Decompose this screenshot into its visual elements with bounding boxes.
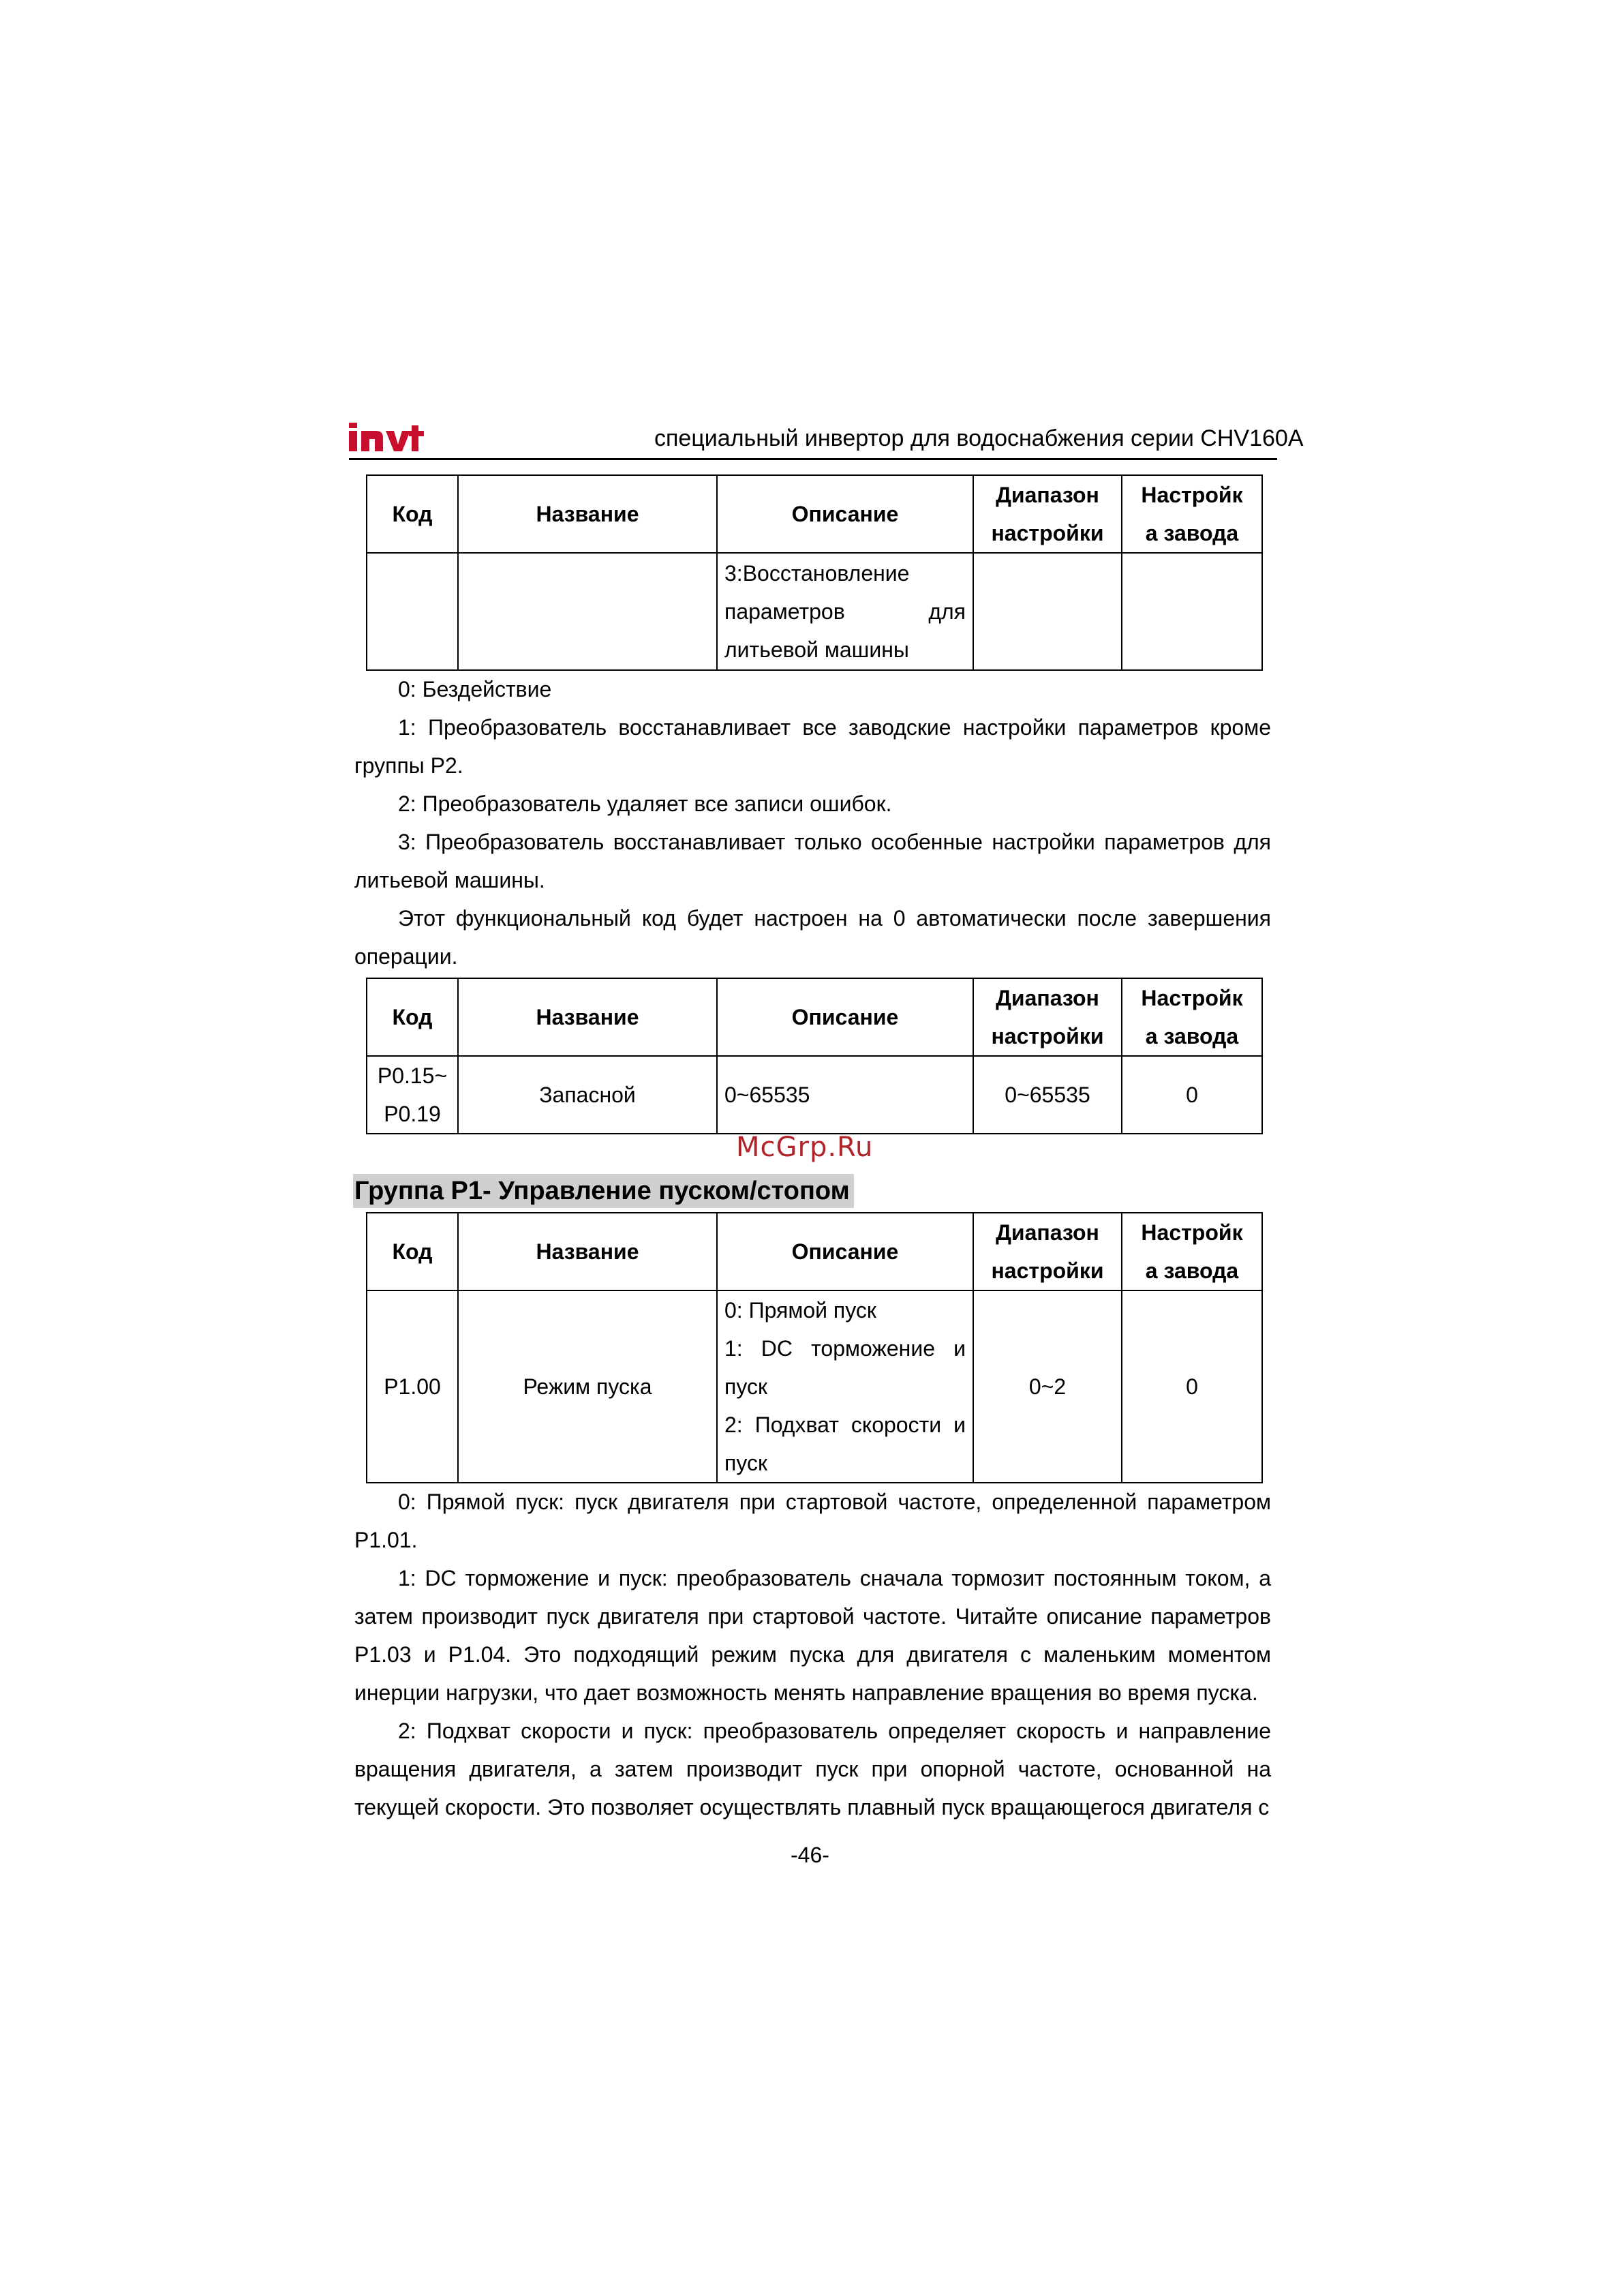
header-name: Название: [458, 475, 717, 553]
header-description: Описание: [717, 1213, 973, 1290]
watermark: McGrp.Ru: [736, 1132, 874, 1163]
header-factory: Настройк а завода: [1122, 978, 1262, 1056]
header-rule: [349, 458, 1277, 460]
cell-code: [367, 553, 458, 670]
header-description: Описание: [717, 978, 973, 1056]
header-name: Название: [458, 978, 717, 1056]
header-code: Код: [367, 475, 458, 553]
header-name: Название: [458, 1213, 717, 1290]
cell-code: P1.00: [367, 1290, 458, 1483]
header-code: Код: [367, 1213, 458, 1290]
body-text-2: [354, 1483, 1271, 1826]
paragraph: 2: Подхват скорости и пуск: преобразователь определяет скорость и направление вращения двигателя, а затем производит пуск при опорной частоте, основанной на текущей скорости. Это позволяет осуществлять плавный пуск вращающегося двигателя с: [354, 1719, 1271, 1819]
cell-name: [458, 553, 717, 670]
invt-logo-icon: [349, 419, 424, 453]
header-title: специальный инвертор для водоснабжения серии CHV160A: [654, 425, 1304, 451]
paragraph: 1: DC торможение и пуск: преобразователь сначала тормозит постоянным током, а затем производит пуск двигателя при стартовой частоте. Читайте описание параметров P1.03 и P1.04. Это подходящий режим пуска для двигателя с маленьким моментом инерции нагрузки, что дает возможность менять направление вращения во время пуска.: [354, 1566, 1271, 1705]
header-range: Диапазон настройки: [973, 1213, 1122, 1290]
paragraph: 0: Прямой пуск: пуск двигателя при стартовой частоте, определенной параметром P1.01.: [354, 1490, 1271, 1552]
cell-factory: 0: [1122, 1290, 1262, 1483]
cell-code: P0.15~ P0.19: [367, 1056, 458, 1134]
header-factory: Настройк а завода: [1122, 1213, 1262, 1290]
paragraph: Этот функциональный код будет настроен на 0 автоматически после завершения операции.: [354, 906, 1271, 969]
header-description: Описание: [717, 475, 973, 553]
cell-name: Запасной: [458, 1056, 717, 1134]
cell-description: 0: Прямой пуск 1: DC торможение и пуск 2: Подхват скорости и пуск: [717, 1290, 973, 1483]
cell-factory: [1122, 553, 1262, 670]
table-row: [367, 1056, 1262, 1134]
section-title: Группа P1- Управление пуском/стопом: [353, 1174, 854, 1208]
paragraph: 0: Бездействие: [398, 677, 552, 701]
body-text-1: [354, 670, 1271, 976]
table-row: [367, 1290, 1262, 1483]
paragraph: 1: Преобразователь восстанавливает все заводские настройки параметров кроме группы P2.: [354, 715, 1271, 778]
cell-range: 0~65535: [973, 1056, 1122, 1134]
paragraph: 2: Преобразователь удаляет все записи ошибок.: [398, 791, 892, 816]
header-range: Диапазон настройки: [973, 475, 1122, 553]
param-table-3: [366, 1212, 1263, 1483]
param-table-2: [366, 978, 1263, 1134]
param-table-1: [366, 474, 1263, 671]
cell-range: 0~2: [973, 1290, 1122, 1483]
paragraph: 3: Преобразователь восстанавливает только особенные настройки параметров для литьевой машины.: [354, 830, 1271, 892]
cell-name: Режим пуска: [458, 1290, 717, 1483]
page-number: -46-: [791, 1843, 829, 1867]
header-code: Код: [367, 978, 458, 1056]
cell-range: [973, 553, 1122, 670]
header-factory: Настройк а завода: [1122, 475, 1262, 553]
cell-description: 3:Восстановление параметров для литьевой машины: [717, 553, 973, 670]
header-range: Диапазон настройки: [973, 978, 1122, 1056]
table-row: [367, 553, 1262, 670]
cell-factory: 0: [1122, 1056, 1262, 1134]
cell-description: 0~65535: [717, 1056, 973, 1134]
